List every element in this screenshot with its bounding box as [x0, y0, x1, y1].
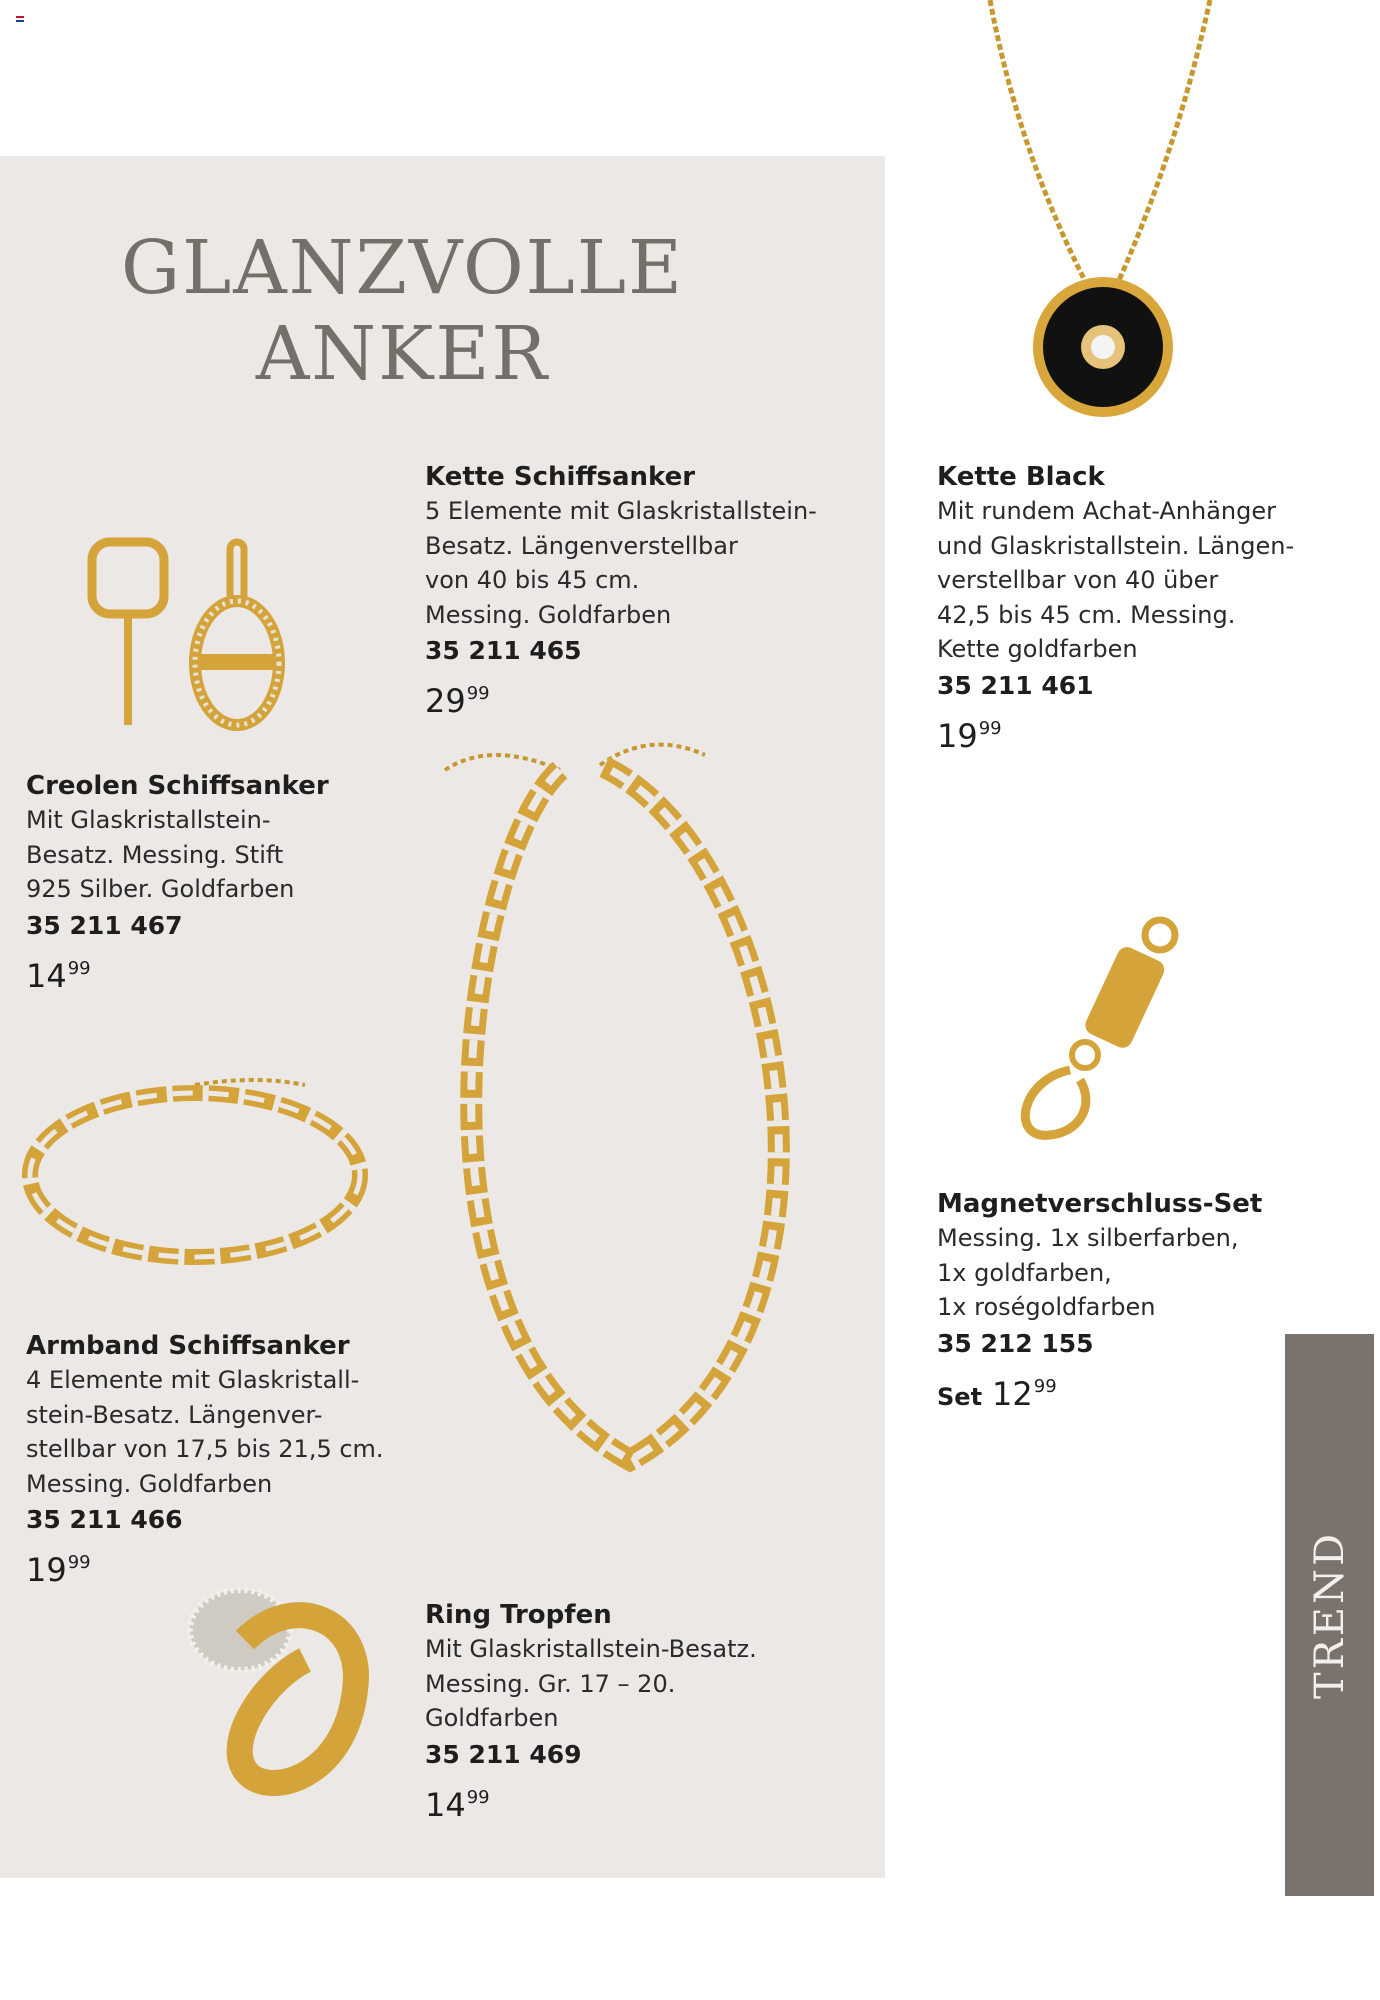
price-main: 19 — [26, 1551, 67, 1589]
kette-black-image — [960, 0, 1220, 430]
price — [26, 1543, 384, 1590]
product-description: Mit Glaskristallstein-Besatz. Messing. Gr. 17 – 20. Goldfarben — [425, 1635, 757, 1732]
price-main: 19 — [937, 716, 978, 755]
article-number: 35 211 469 — [425, 1739, 582, 1769]
article-number: 35 211 465 — [425, 636, 582, 665]
product-description: Mit rundem Achat-Anhänger und Glaskristallstein. Längen- verstellbar von 40 über 42,5 bis 45 cm. Messing. Kette goldfarben — [937, 497, 1295, 663]
product-name: Kette Black — [937, 462, 1105, 492]
ring-image — [185, 1580, 385, 1810]
product-description: 4 Elemente mit Glaskristall- stein-Besatz. Längenver- stellbar von 17,5 bis 21,5 cm. Messing. Goldfarben — [26, 1366, 384, 1498]
product-ring — [425, 1598, 757, 1825]
price-main: 14 — [425, 1785, 466, 1824]
price-cents: 99 — [67, 957, 91, 979]
price — [937, 1367, 1262, 1417]
price-prefix: Set — [937, 1382, 983, 1411]
article-number: 35 211 467 — [26, 910, 183, 940]
headline-line-2: ANKER — [255, 311, 550, 397]
price — [425, 674, 817, 721]
product-kette-black — [937, 460, 1294, 756]
creolen-image — [80, 530, 300, 740]
product-magnetverschluss — [937, 1187, 1262, 1417]
product-description: 5 Elemente mit Glaskristallstein- Besatz. Längenverstellbar von 40 bis 45 cm. Messing. Goldfarben — [425, 497, 817, 629]
product-kette-schiffsanker — [425, 460, 817, 721]
price — [26, 949, 329, 996]
product-description: Messing. 1x silberfarben, 1x goldfarben, 1x roségoldfarben — [937, 1224, 1239, 1321]
magnet-image — [1000, 910, 1200, 1150]
price-main: 29 — [425, 682, 466, 720]
product-name: Magnetverschluss-Set — [937, 1189, 1263, 1219]
price-cents: 99 — [466, 683, 490, 704]
product-name: Ring Tropfen — [425, 1600, 612, 1630]
price-cents: 99 — [466, 1786, 490, 1808]
price-cents: 99 — [978, 717, 1002, 739]
price-cents: 99 — [1033, 1375, 1057, 1397]
product-name: Creolen Schiffsanker — [26, 771, 329, 801]
price — [937, 709, 1294, 756]
product-creolen — [26, 769, 329, 996]
price-main: 14 — [26, 956, 67, 995]
headline-line-1: GLANZVOLLE — [121, 225, 684, 311]
article-number: 35 211 466 — [26, 1505, 183, 1534]
price-main: 12 — [992, 1374, 1033, 1413]
language-flag-icon — [16, 16, 24, 22]
trend-label: TREND — [1306, 1530, 1353, 1700]
armband-image — [15, 1065, 375, 1285]
product-name: Kette Schiffsanker — [425, 462, 696, 492]
page-headline — [0, 225, 805, 397]
price-cents: 99 — [67, 1552, 91, 1573]
trend-side-tab[interactable] — [1285, 1334, 1374, 1896]
price — [425, 1778, 757, 1825]
product-armband — [26, 1329, 384, 1590]
product-description: Mit Glaskristallstein- Besatz. Messing. Stift 925 Silber. Goldfarben — [26, 806, 295, 903]
article-number: 35 212 155 — [937, 1328, 1094, 1358]
kette-schiffsanker-image — [430, 710, 840, 1490]
product-name: Armband Schiffsanker — [26, 1331, 350, 1361]
article-number: 35 211 461 — [937, 670, 1094, 700]
